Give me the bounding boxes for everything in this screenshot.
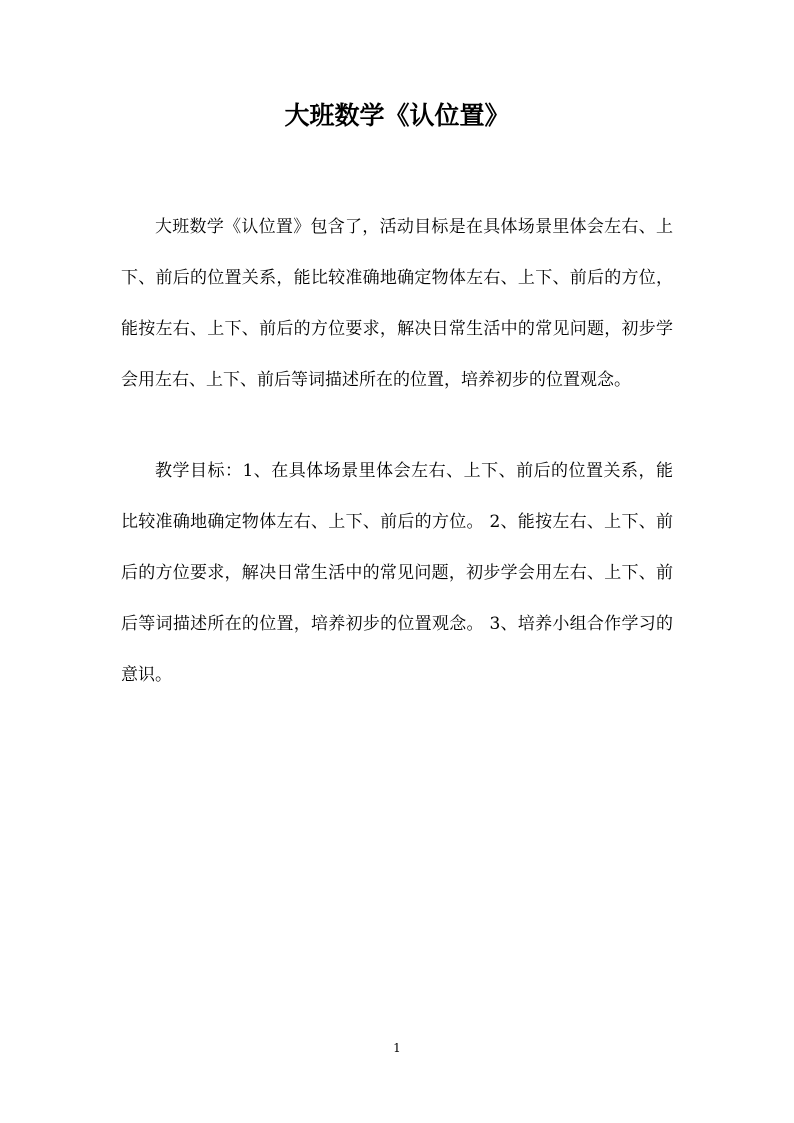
page-number: 1 — [393, 1041, 401, 1055]
paragraph-teaching-goals: 教学目标：1、在具体场景里体会左右、上下、前后的位置关系，能比较准确地确定物体左右、上下、前后的方位。 2、能按左右、上下、前后的方位要求，解决日常生活中的常见问题，初步学会用左右、上下、前后等词描述所在的位置，培养初步的位置观念。 3、培养小组合作学习的意识。 — [121, 461, 673, 685]
paragraph-intro: 大班数学《认位置》包含了，活动目标是在具体场景里体会左右、上下、前后的位置关系，能比较准确地确定物体左右、上下、前后的方位，能按左右、上下、前后的方位要求，解决日常生活中的常见问题，初步学会用左右、上下、前后等词描述所在的位置，培养初步的位置观念。 — [121, 217, 673, 390]
page-title: 大班数学《认位置》 — [284, 101, 510, 130]
